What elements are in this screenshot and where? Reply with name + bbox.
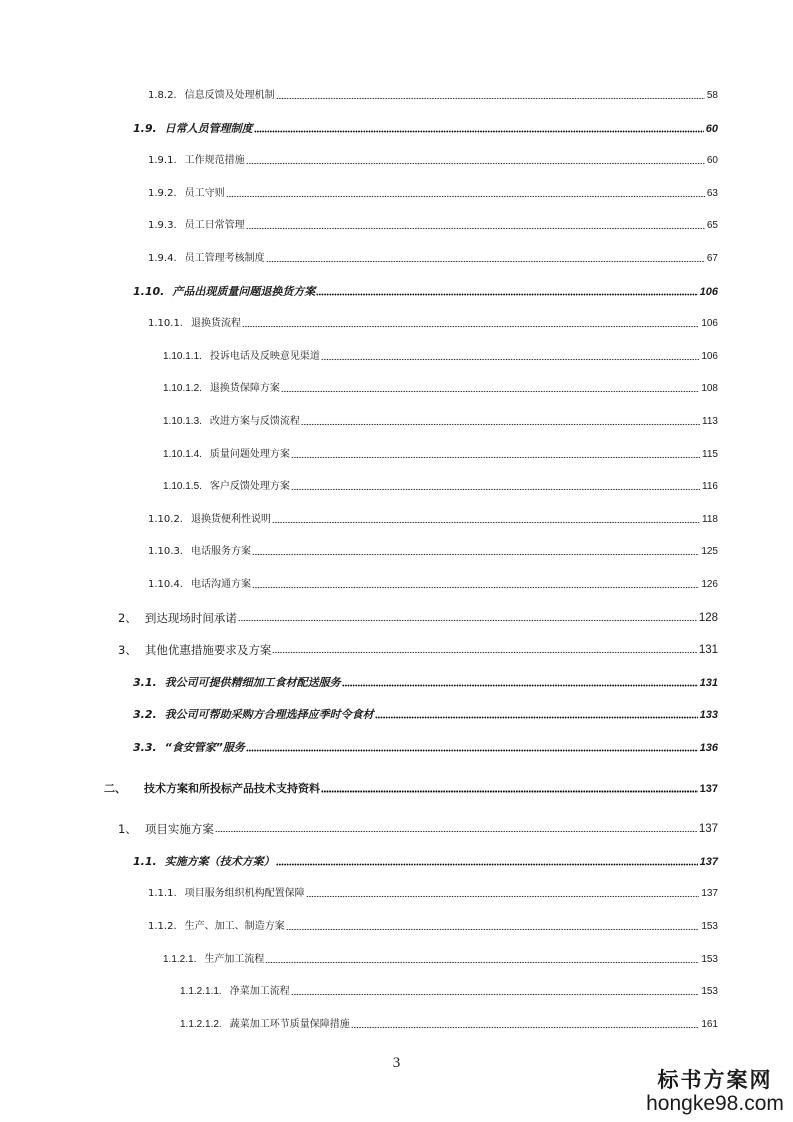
toc-entry[interactable]	[133, 283, 718, 299]
page-number: 3	[392, 1055, 401, 1071]
watermark-url: hongke98.com	[646, 1092, 784, 1115]
toc-entry-page: 131	[699, 677, 718, 689]
toc-entry-number: 1.1.2.1.2.	[180, 1019, 222, 1030]
dot-leader	[215, 829, 697, 833]
toc-entry-page: 153	[701, 921, 718, 932]
toc-entry[interactable]	[163, 951, 718, 967]
toc-entry-number: 1.10.	[133, 285, 165, 298]
dot-leader	[254, 129, 704, 133]
toc-entry-page: 58	[706, 90, 718, 101]
toc-entry-title: 到达现场时间承诺	[144, 611, 237, 625]
toc-entry[interactable]	[148, 543, 718, 559]
toc-entry[interactable]	[148, 152, 718, 168]
toc-entry-number: 1.10.1.	[148, 318, 183, 329]
toc-entry-title: 蔬菜加工环节质量保障措施	[229, 1019, 350, 1030]
toc-entry-title: 退换货流程	[191, 318, 241, 329]
toc-entry-title: 改进方案与反馈流程	[209, 416, 300, 427]
toc-entry-title: 质量问题处理方案	[209, 449, 290, 460]
toc-entry[interactable]	[118, 641, 718, 657]
toc-entry-number: 1.1.	[133, 855, 157, 868]
toc-entry[interactable]	[148, 217, 718, 233]
toc-entry-number: 1.1.2.	[148, 921, 177, 932]
toc-entry-number: 1.10.1.3.	[163, 416, 202, 427]
dot-leader	[291, 992, 700, 996]
toc-entry[interactable]	[133, 706, 718, 722]
toc-entry-number: 1.10.1.4.	[163, 449, 202, 460]
toc-entry-title: 项目服务组织机构配置保障	[184, 888, 305, 899]
toc-entry-page: 106	[699, 286, 718, 298]
toc-entry-number: 3.3.	[133, 741, 157, 754]
toc-entry-page: 108	[701, 383, 718, 394]
toc-entry-page: 125	[701, 546, 718, 557]
toc-entry-page: 137	[698, 823, 718, 835]
toc-entry[interactable]	[163, 478, 718, 494]
toc-entry-title: 日常人员管理制度	[164, 122, 253, 135]
toc-entry-title: 工作规范措施	[184, 155, 245, 166]
toc-entry-title: 项目实施方案	[144, 822, 214, 836]
toc-entry-page: 161	[701, 1019, 718, 1030]
toc-entry-page: 106	[701, 351, 718, 362]
toc-entry-page: 137	[701, 888, 718, 899]
toc-entry-page: 115	[702, 449, 718, 460]
toc-entry[interactable]	[148, 918, 718, 934]
toc-entry-title: “食安管家”服务	[164, 741, 245, 754]
dot-leader	[242, 324, 699, 328]
toc-entry-number: 1.10.1.2.	[163, 383, 202, 394]
toc-entry-number: 1.9.	[133, 122, 157, 135]
toc-entry-number: 1.1.2.1.	[163, 954, 197, 965]
toc-entry-title: 其他优惠措施要求及方案	[144, 643, 272, 657]
toc-entry-page: 153	[701, 986, 718, 997]
dot-leader	[265, 960, 699, 964]
toc-entry[interactable]	[180, 983, 718, 999]
toc-entry-title: 产品出现质量问题退换货方案	[172, 285, 316, 298]
toc-entry-page: 60	[706, 155, 718, 166]
toc-entry-title: 电话沟通方案	[191, 579, 251, 590]
toc-entry-page: 113	[702, 416, 718, 427]
dot-leader	[342, 683, 698, 687]
dot-leader	[301, 422, 700, 426]
dot-leader	[252, 552, 699, 556]
dot-leader	[351, 1025, 700, 1029]
toc-entry-title: 我公司可提供精细加工食材配送服务	[164, 676, 341, 689]
toc-entry-title: 客户反馈处理方案	[209, 481, 290, 492]
toc-entry-page: 136	[699, 742, 718, 754]
toc-entry-title: 信息反馈及处理机制	[184, 90, 275, 101]
toc-entry-title: 净菜加工流程	[229, 986, 290, 997]
dot-leader	[276, 862, 698, 866]
toc-entry-number: 二、	[104, 782, 126, 795]
toc-entry[interactable]	[148, 576, 718, 592]
toc-entry[interactable]	[148, 250, 718, 266]
toc-entry-page: 128	[698, 612, 718, 624]
toc-entry[interactable]	[133, 120, 718, 136]
dot-leader	[286, 927, 700, 931]
toc-entry-number: 1、	[118, 822, 137, 836]
toc-entry-number: 1.10.2.	[148, 514, 183, 525]
dot-leader	[291, 455, 700, 459]
toc-entry-page: 153	[701, 954, 718, 965]
toc-entry-title: 技术方案和所投标产品技术支持资料	[144, 782, 320, 795]
dot-leader	[272, 520, 700, 524]
toc-entry-title: 退换货保障方案	[209, 383, 280, 394]
toc-entry-title: 生产、加工、制造方案	[184, 921, 285, 932]
toc-entry[interactable]	[163, 348, 718, 364]
toc-entry-page: 65	[706, 220, 718, 231]
dot-leader	[246, 161, 705, 165]
dot-leader	[306, 894, 700, 898]
toc-entry-title: 实施方案（技术方案）	[164, 855, 275, 868]
toc-entry-page: 137	[699, 783, 718, 795]
toc-entry-page: 118	[702, 514, 718, 525]
dot-leader	[272, 650, 696, 654]
toc-entry-title: 我公司可帮助采购方合理选择应季时令食材	[164, 708, 374, 721]
toc-entry[interactable]	[148, 185, 718, 201]
toc-entry[interactable]	[163, 380, 718, 396]
toc-entry-number: 1.1.1.	[148, 888, 177, 899]
toc-entry[interactable]	[148, 885, 718, 901]
dot-leader	[226, 194, 705, 198]
toc-entry-number: 1.10.1.1.	[163, 351, 202, 362]
dot-leader	[316, 292, 697, 296]
toc-entry-page: 131	[698, 644, 718, 656]
toc-entry-number: 1.10.1.5.	[163, 481, 202, 492]
dot-leader	[266, 259, 705, 263]
toc-entry-title: 投诉电话及反映意见渠道	[209, 351, 320, 362]
toc-entry[interactable]	[148, 87, 718, 103]
toc-entry[interactable]	[104, 780, 718, 796]
toc-entry-number: 3.1.	[133, 676, 157, 689]
toc-entry-number: 1.9.2.	[148, 188, 177, 199]
toc-entry-title: 生产加工流程	[204, 954, 265, 965]
toc-entry[interactable]	[133, 674, 718, 690]
toc-entry[interactable]	[148, 315, 718, 331]
toc-entry-number: 3.2.	[133, 708, 157, 721]
toc-entry[interactable]	[118, 609, 718, 625]
dot-leader	[291, 487, 700, 491]
toc-entry[interactable]	[133, 739, 718, 755]
toc-entry-page: 67	[706, 253, 718, 264]
dot-leader	[276, 96, 705, 100]
toc-entry-number: 1.9.3.	[148, 220, 177, 231]
dot-leader	[246, 226, 705, 230]
toc-entry-number: 1.10.4.	[148, 579, 183, 590]
dot-leader	[252, 585, 699, 589]
toc-entry-number: 2、	[118, 611, 137, 625]
toc-entry[interactable]	[163, 446, 718, 462]
toc-entry[interactable]	[148, 511, 718, 527]
toc-entry[interactable]	[163, 413, 718, 429]
dot-leader	[321, 357, 699, 361]
dot-leader	[246, 748, 698, 752]
toc-entry-page: 60	[705, 123, 718, 135]
toc-entry-title: 退换货便利性说明	[191, 514, 271, 525]
toc-entry-number: 1.9.4.	[148, 253, 177, 264]
toc-entry-number: 1.1.2.1.1.	[180, 986, 222, 997]
dot-leader	[375, 715, 698, 719]
toc-entry[interactable]	[180, 1016, 718, 1032]
toc-entry-page: 137	[699, 856, 718, 868]
toc-entry-number: 1.9.1.	[148, 155, 177, 166]
toc-entry-number: 1.10.3.	[148, 546, 183, 557]
dot-leader	[321, 789, 698, 793]
toc-entry-page: 106	[701, 318, 718, 329]
toc-entry[interactable]	[133, 853, 718, 869]
toc-entry-page: 133	[699, 709, 718, 721]
dot-leader	[281, 389, 699, 393]
toc-entry-page: 126	[701, 579, 718, 590]
toc-entry-title: 员工日常管理	[184, 220, 245, 231]
toc-entry-title: 员工守则	[184, 188, 225, 199]
toc-entry-page: 116	[702, 481, 718, 492]
dot-leader	[238, 618, 697, 622]
toc-entry[interactable]	[118, 820, 718, 836]
toc-entry-number: 3、	[118, 643, 137, 657]
toc-entry-number: 1.8.2.	[148, 90, 177, 101]
watermark-logo	[645, 1068, 785, 1116]
watermark-title: 标书方案网	[657, 1067, 773, 1092]
toc-entry-title: 电话服务方案	[191, 546, 251, 557]
toc-entry-page: 63	[706, 188, 718, 199]
toc-entry-title: 员工管理考核制度	[184, 253, 265, 264]
